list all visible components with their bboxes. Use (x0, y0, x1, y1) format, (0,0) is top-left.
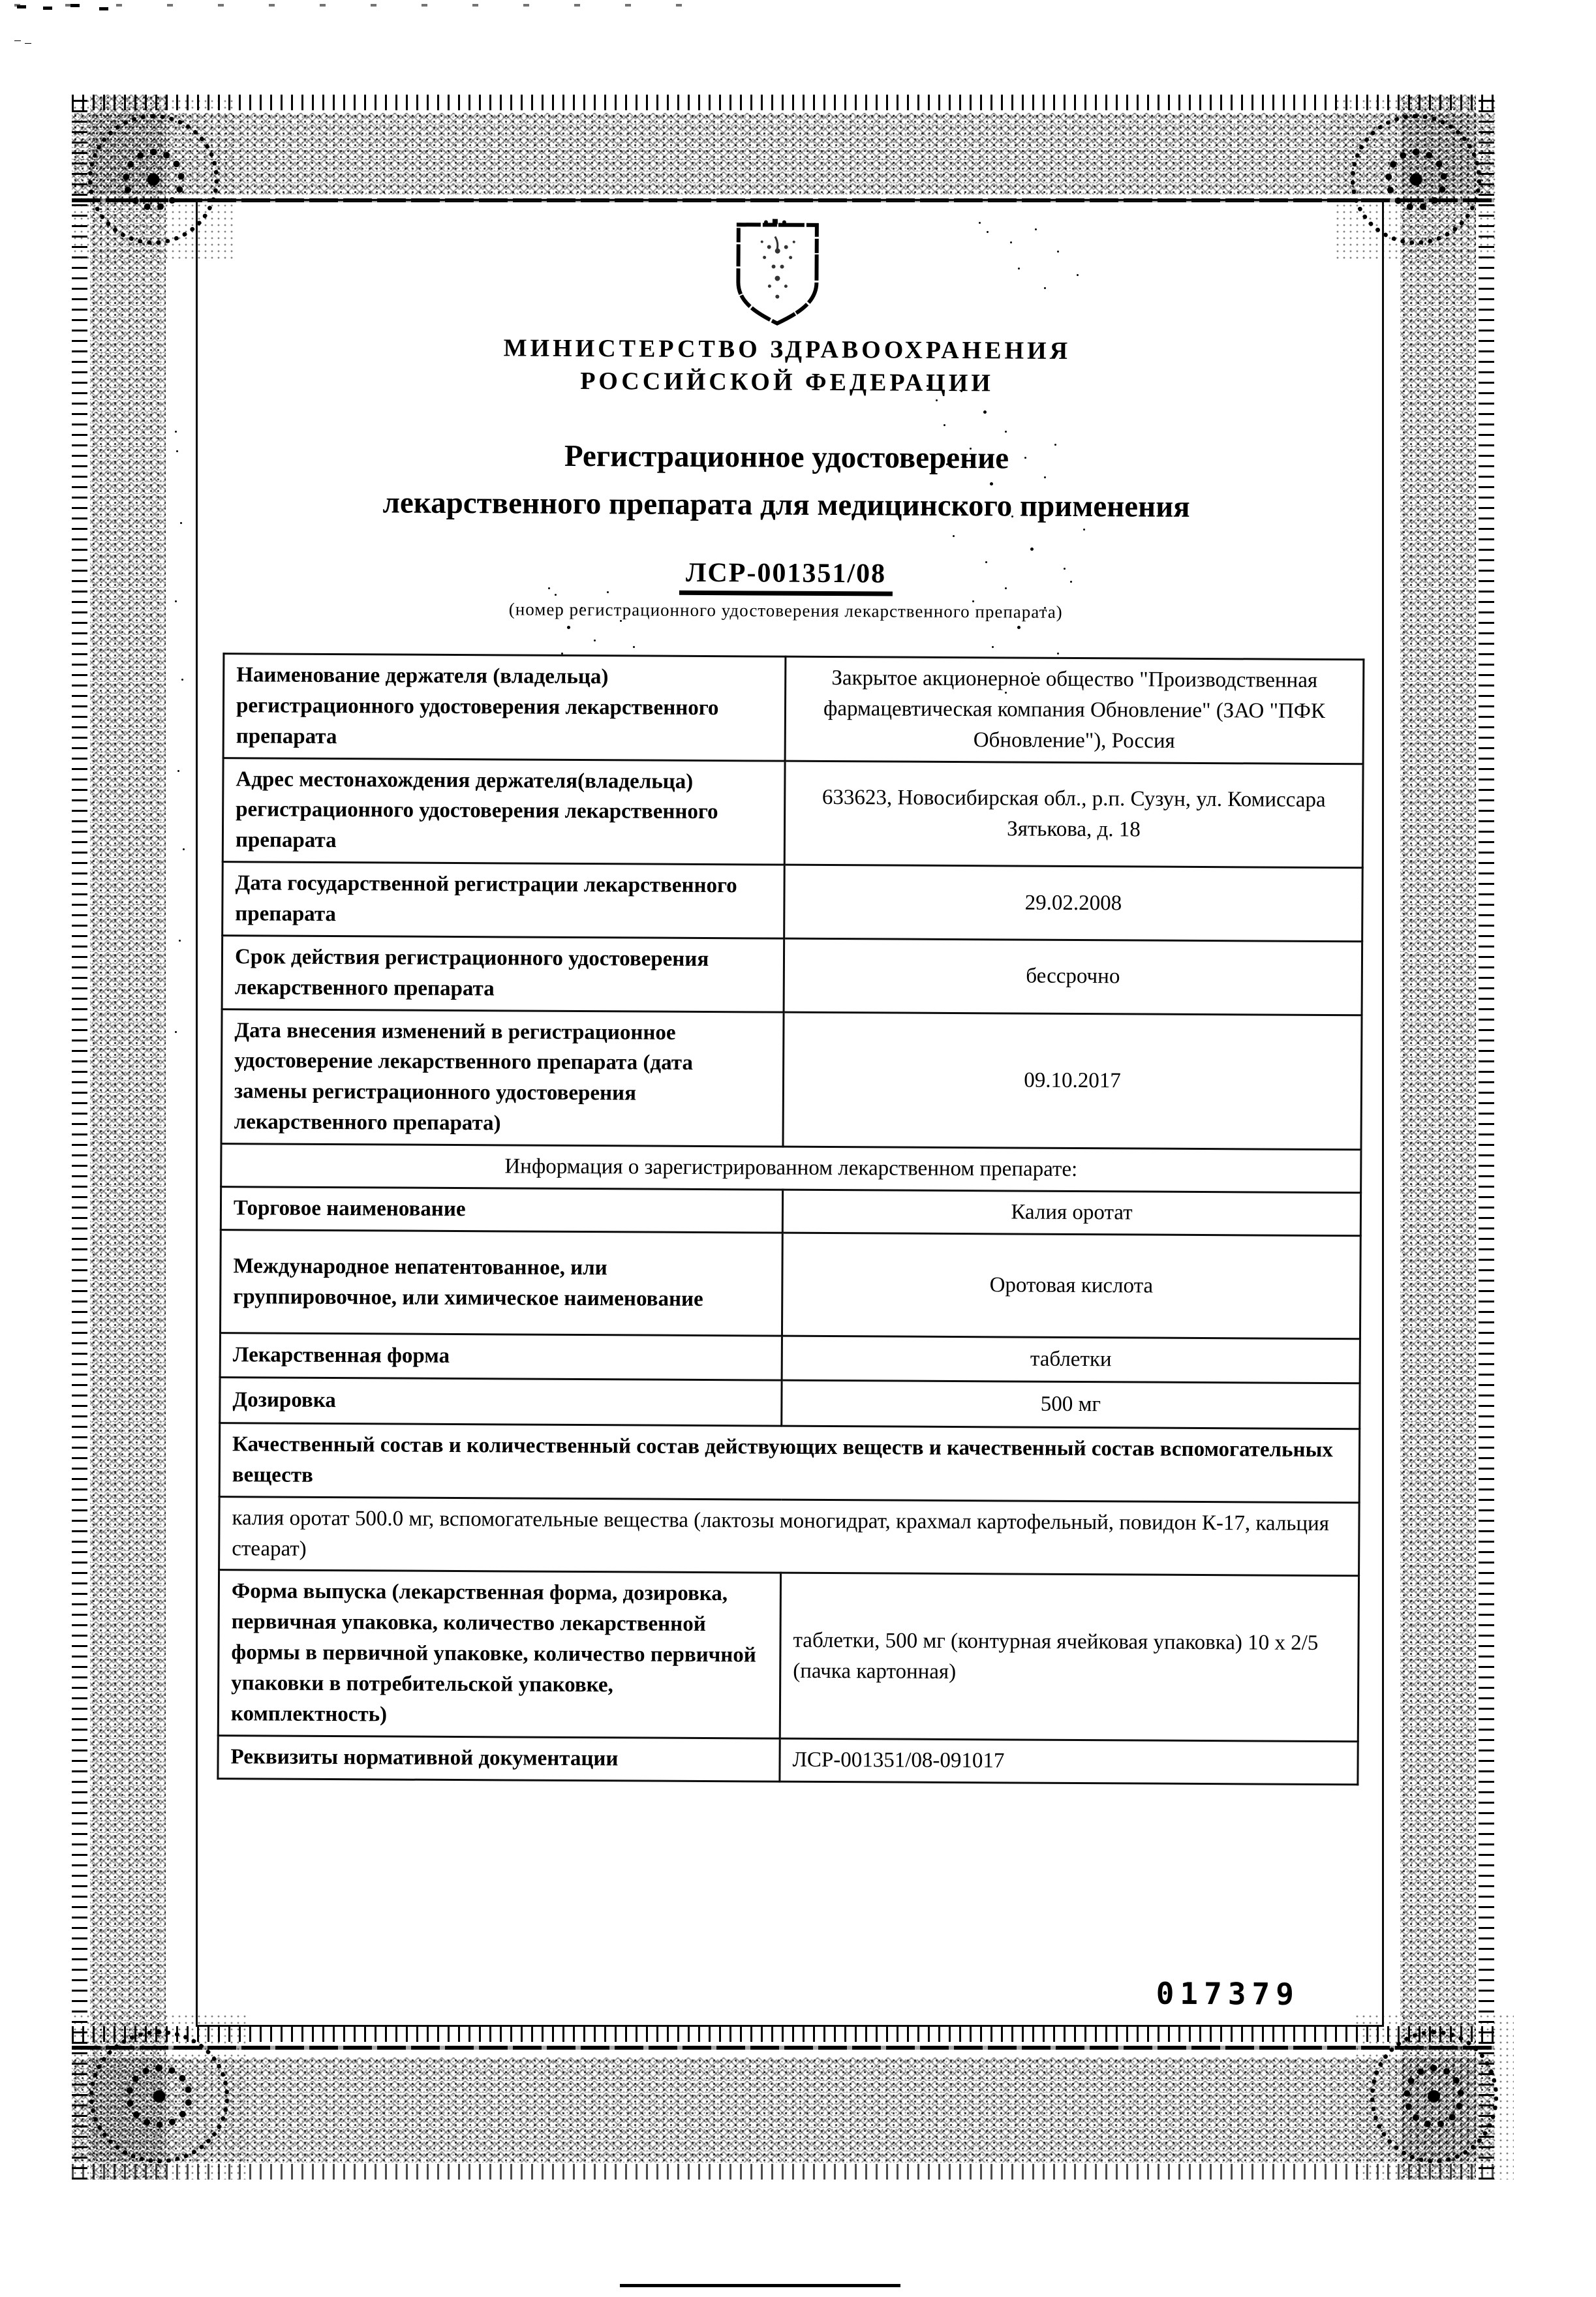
row-label-cell: Дата внесения изменений в регистрационное удостоверение лекарственного препарата (дата замены регистрационного удостоверения лекарственного препарата) (221, 1009, 784, 1147)
section-text-cell: калия оротат 500.0 мг, вспомогательные вещества (лактозы моногидрат, крахмал картофельный, повидон К-17, кальция стеарат) (219, 1496, 1360, 1576)
table-row (218, 1735, 1358, 1784)
ministry-line2: РОССИЙСКОЙ ФЕДЕРАЦИИ (580, 367, 994, 397)
row-value-cell: таблетки, 500 мг (контурная ячейковая упаковка) 10 х 2/5 (пачка картонная) (780, 1573, 1358, 1742)
registration-number-block (194, 555, 1378, 599)
certificate-table (217, 653, 1364, 1785)
section-header-cell: Информация о зарегистрированном лекарственном препарате: (221, 1144, 1361, 1193)
row-value-cell: Оротовая кислота (782, 1233, 1360, 1339)
table-row (221, 1009, 1362, 1150)
row-label-cell: Форма выпуска (лекарственная форма, дозировка, первичная упаковка, количество лекарственной формы в первичной упаковке, количество первичной упаковки в потребительской упаковке, комплектность) (218, 1570, 780, 1738)
row-value-cell: 633623, Новосибирская обл., р.п. Сузун, ул. Комиссара Зятькова, д. 18 (784, 761, 1363, 868)
table-section-row (219, 1423, 1360, 1503)
table-row (221, 1187, 1360, 1236)
row-label-cell: Международное непатентованное, или группировочное, или химическое наименование (220, 1230, 782, 1336)
row-value-cell: Закрытое акционерное общество "Производственная фармацевтическая компания Обновление" (ЗАО "ПФК Обновление"), Россия (785, 656, 1364, 763)
row-label-cell: Торговое наименование (221, 1187, 782, 1233)
table-row (220, 1230, 1360, 1339)
table-row (223, 654, 1364, 764)
row-label-cell: Реквизиты нормативной документации (218, 1735, 780, 1781)
table-row (220, 1378, 1360, 1429)
table-section-row (221, 1144, 1361, 1193)
row-value-cell: таблетки (782, 1336, 1360, 1383)
title-line2: лекарственного препарата для медицинского применения (382, 486, 1190, 524)
table-row (223, 758, 1363, 868)
row-label-cell: Срок действия регистрационного удостоверения лекарственного препарата (222, 935, 784, 1011)
row-value-cell: 500 мг (782, 1380, 1360, 1429)
row-label-cell: Наименование держателя (владельца) регистрационного удостоверения лекарственного препарата (223, 654, 786, 761)
row-value-cell: бессрочно (784, 938, 1362, 1015)
row-value-cell: ЛСР-001351/08-091017 (780, 1738, 1358, 1785)
row-label-cell: Адрес местонахождения держателя(владельца) регистрационного удостоверения лекарственного препарата (223, 758, 785, 865)
ministry-header (195, 330, 1380, 402)
registration-number: ЛСР-001351/08 (679, 557, 893, 596)
row-value-cell: Калия оротат (782, 1190, 1360, 1236)
row-value-cell: 29.02.2008 (784, 865, 1363, 941)
table-row (218, 1570, 1358, 1741)
table-row (220, 1333, 1360, 1383)
coat-of-arms-icon (731, 218, 823, 330)
row-label-cell: Дата государственной регистрации лекарственного препарата (223, 862, 785, 938)
row-label-cell: Дозировка (220, 1378, 782, 1426)
title-line1: Регистрационное удостоверение (564, 439, 1009, 476)
section-label-cell: Качественный состав и количественный состав действующих веществ и качественный состав вспомогательных веществ (219, 1423, 1360, 1503)
document-title (194, 431, 1379, 532)
table-section-row (219, 1496, 1360, 1576)
row-value-cell: 09.10.2017 (783, 1012, 1362, 1150)
row-label-cell: Лекарственная форма (220, 1333, 782, 1381)
form-serial-number: 017379 (1156, 1975, 1300, 2012)
ministry-line1: МИНИСТЕРСТВО ЗДРАВООХРАНЕНИЯ (503, 334, 1071, 365)
table-row (222, 935, 1362, 1015)
table-row (223, 862, 1363, 942)
registration-number-caption: (номер регистрационного удостоверения лекарственного препарата) (508, 599, 1063, 622)
